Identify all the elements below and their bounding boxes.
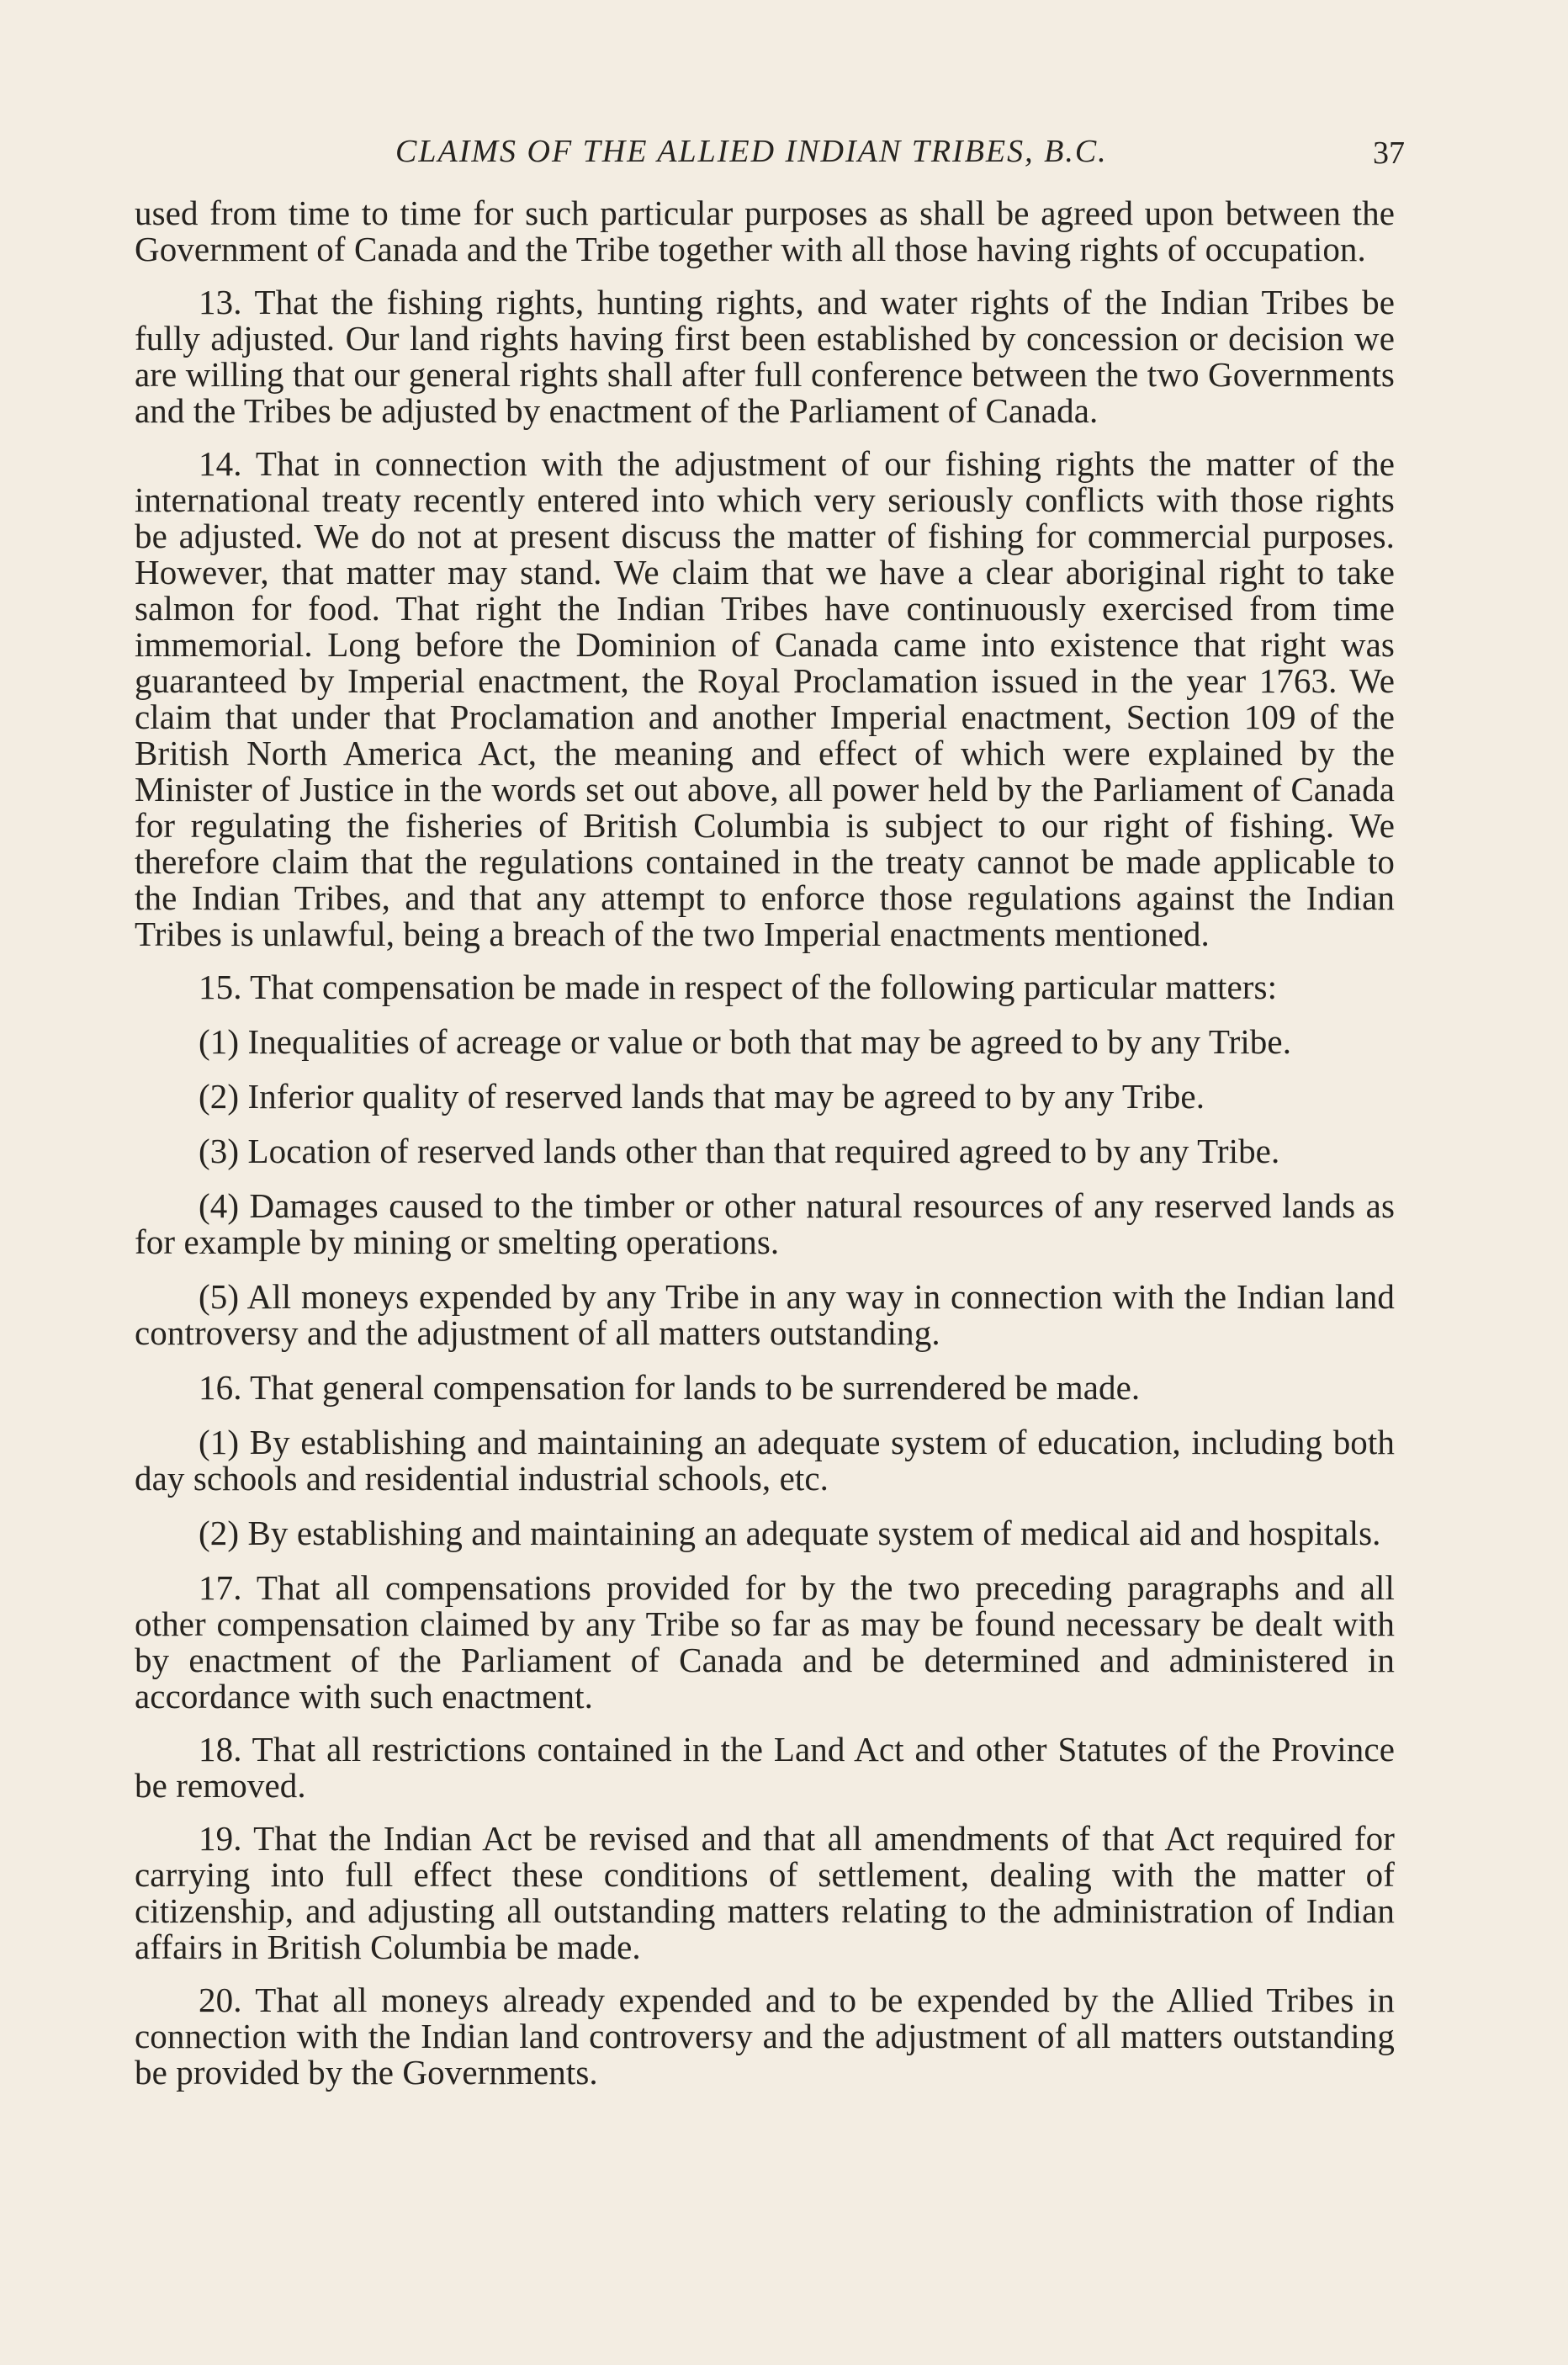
paragraph-18: 18. That all restrictions contained in the Land Act and other Statutes of the Province be removed. bbox=[135, 1730, 1395, 1805]
paragraph-13: 13. That the fishing rights, hunting rights, and water rights of the Indian Tribes be fully adjusted. Our land rights having first been established by concession or decision we are willing that our general rights shall after full conference between the two Governments and the Tribes be adjusted by enactment of the Parliament of Canada. bbox=[135, 283, 1395, 430]
running-title: CLAIMS OF THE ALLIED INDIAN TRIBES, B.C. bbox=[395, 134, 1108, 169]
paragraph-19: 19. That the Indian Act be revised and that all amendments of that Act required for carrying into full effect these conditions of settlement, dealing with the matter of citizenship, and adjusting all outstanding matters relating to the administration of Indian affairs in British Columbia be made. bbox=[135, 1819, 1395, 1966]
paragraph-15-item-1: (1) Inequalities of acreage or value or both that may be agreed to by any Tribe. bbox=[199, 1022, 1292, 1061]
page-number: 37 bbox=[1373, 135, 1405, 171]
paragraph-16-item-2: (2) By establishing and maintaining an adequate system of medical aid and hospitals. bbox=[199, 1514, 1381, 1552]
paragraph-16: 16. That general compensation for lands to be surrendered be made. bbox=[199, 1368, 1141, 1407]
running-head bbox=[135, 133, 1413, 183]
body-text bbox=[135, 195, 1395, 2108]
paragraph-15-item-2: (2) Inferior quality of reserved lands that may be agreed to by any Tribe. bbox=[199, 1077, 1205, 1116]
paragraph-20: 20. That all moneys already expended and to be expended by the Allied Tribes in connection with the Indian land controversy and the adjustment of all matters outstanding be provided by the Governments. bbox=[135, 1981, 1395, 2092]
paragraph-16-item-1: (1) By establishing and maintaining an adequate system of education, including both day schools and residential industrial schools, etc. bbox=[135, 1423, 1395, 1498]
paragraph-14: 14. That in connection with the adjustment of our fishing rights the matter of the international treaty recently entered into which very seriously conflicts with those rights be adjusted. We do not at present discuss the matter of fishing for commercial purposes. However, that matter may stand. We claim that we have a clear aboriginal right to take salmon for food. That right the Indian Tribes have continuously exercised from time immemorial. Long before the Dominion of Canada came into existence that right was guaranteed by Imperial enactment, the Royal Proclamation issued in the year 1763. We claim that under that Proclamation and another Imperial enactment, Section 109 of the British North America Act, the meaning and effect of which were explained by the Minister of Justice in the words set out above, all power held by the Parliament of Canada for regulating the fisheries of British Columbia is subject to our right of fishing. We therefore claim that the regulations contained in the treaty cannot be made applicable to the Indian Tribes, and that any attempt to enforce those regulations against the Indian Tribes is unlawful, being a breach of the two Imperial enactments mentioned. bbox=[135, 444, 1395, 953]
paragraph-15-item-4: (4) Damages caused to the timber or other natural resources of any reserved lands as for example by mining or smelting operations. bbox=[135, 1186, 1395, 1261]
paragraph-15-item-3: (3) Location of reserved lands other than that required agreed to by any Tribe. bbox=[199, 1132, 1280, 1170]
paragraph-15-item-5: (5) All moneys expended by any Tribe in any way in connection with the Indian land controversy and the adjustment of all matters outstanding. bbox=[135, 1277, 1395, 1352]
paragraph-continuation: used from time to time for such particular purposes as shall be agreed upon between the Government of Canada and the Tribe together with all those having rights of occupation. bbox=[135, 194, 1395, 268]
paragraph-17: 17. That all compensations provided for by the two preceding paragraphs and all other compensation claimed by any Tribe so far as may be found necessary be dealt with by enactment of the Parliament of Canada and be determined and administered in accordance with such enactment. bbox=[135, 1568, 1395, 1715]
paragraph-15: 15. That compensation be made in respect of the following particular matters: bbox=[199, 968, 1278, 1006]
